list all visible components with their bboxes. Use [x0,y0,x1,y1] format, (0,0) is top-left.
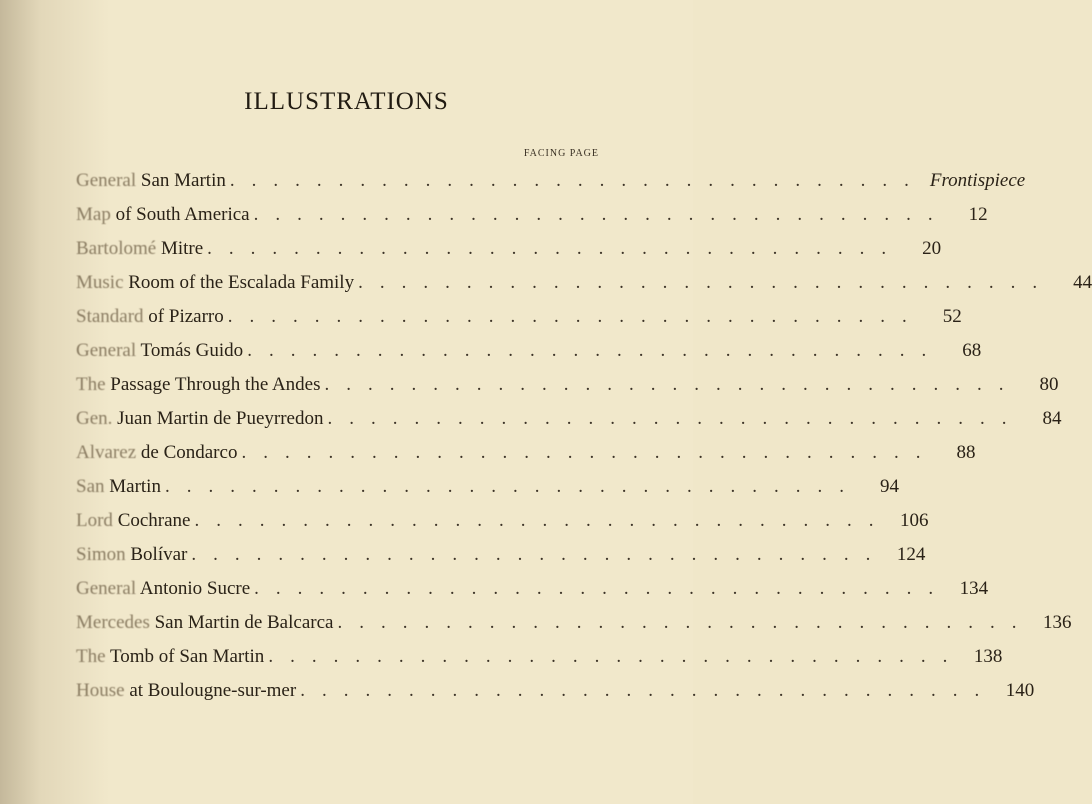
entry-title: Mercedes San Martin de Balcarca [76,612,334,633]
entry-page: 88 [956,442,976,463]
list-item [76,436,976,470]
entry-page: 80 [1039,374,1059,395]
list-item [76,504,929,538]
entry-page: 94 [879,476,899,497]
entry-title: Lord Cochrane [76,510,191,531]
list-item [76,266,1092,300]
entry-title: General San Martin [76,170,226,191]
entry-title: Alvarez de Condarco [76,442,238,463]
entry-title: Music Room of the Escalada Family [76,272,355,293]
list-item [76,402,1062,436]
list-item [76,640,1003,674]
leader-dots: ................................ [227,306,924,327]
list-item [76,198,988,232]
entry-page: 12 [968,204,988,225]
entry-page: Frontispiece [929,170,1026,191]
entry-title: General Antonio Sucre [76,578,251,599]
entry-page: 68 [962,340,982,361]
list-item [76,606,1072,640]
entry-title: Map of South America [76,204,250,225]
entry-page: 84 [1042,408,1062,429]
leader-dots: ................................ [247,340,944,361]
entry-title: General Tomás Guido [76,340,244,361]
entry-title: Standard of Pizarro [76,306,224,327]
leader-dots: ................................ [300,680,997,701]
entry-page: 124 [896,544,926,565]
list-item [76,538,926,572]
list-item [76,572,989,606]
entry-title: San Martin [76,476,161,497]
leader-dots: ................................ [254,578,951,599]
entry-page: 20 [922,238,942,259]
entry-title: House at Boulougne-sur-mer [76,680,297,701]
leader-dots: ................................ [324,374,1021,395]
leader-dots: ................................ [327,408,1024,429]
list-item [76,674,1035,708]
entry-title: Bartolomé Mitre [76,238,204,259]
leader-dots: ................................ [241,442,938,463]
entry-page: 136 [1042,612,1072,633]
entry-title: The Passage Through the Andes [76,374,321,395]
entry-page: 44 [1073,272,1092,293]
entry-page: 140 [1005,680,1035,701]
list-item [76,368,1059,402]
leader-dots: ................................ [358,272,1055,293]
facing-page-header: FACING PAGE [523,148,599,159]
list-item [76,164,1026,198]
list-item [76,470,899,504]
page-title: ILLUSTRATIONS [244,88,449,115]
leader-dots: ................................ [229,170,926,191]
leader-dots: ................................ [268,646,965,667]
entry-title: The Tomb of San Martin [76,646,265,667]
list-item [76,300,962,334]
leader-dots: ................................ [253,204,950,225]
leader-dots: ................................ [337,612,1034,633]
leader-dots: ................................ [194,510,891,531]
leader-dots: ................................ [191,544,888,565]
list-item [76,232,942,266]
entry-page: 106 [900,510,929,531]
illustrations-list [76,164,1092,708]
entry-page: 134 [959,578,989,599]
leader-dots: ................................ [207,238,904,259]
entry-page: 52 [942,306,962,327]
list-item [76,334,982,368]
entry-title: Gen. Juan Martin de Pueyrredon [76,408,324,429]
entry-title: Simon Bolívar [76,544,188,565]
entry-page: 138 [973,646,1003,667]
leader-dots: ................................ [164,476,861,497]
